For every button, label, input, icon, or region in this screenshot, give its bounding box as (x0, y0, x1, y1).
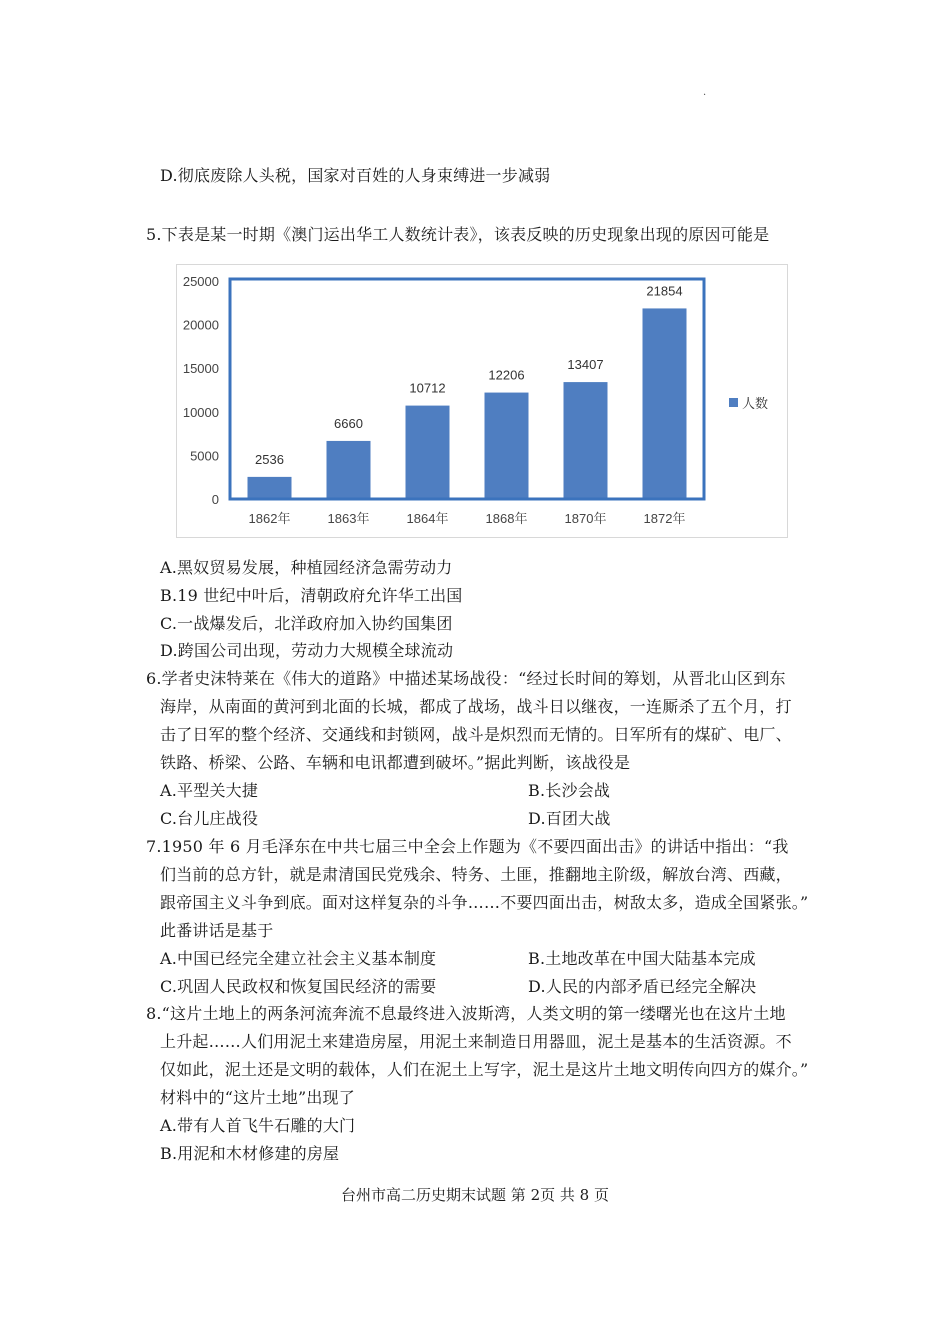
data-label: 21854 (646, 283, 683, 299)
q8-stem-line-2: 上升起……人们用泥土来建造房屋，用泥土来制造日用器皿，泥土是基本的生活资源。不 (160, 1032, 792, 1051)
q8-option-b: B.用泥和木材修建的房屋 (160, 1144, 340, 1163)
q4-option-d: D.彻底废除人头税，国家对百姓的人身束缚进一步减弱 (160, 166, 551, 185)
x-tick-label: 1868年 (485, 511, 528, 526)
legend-label: 人数 (742, 396, 769, 411)
q7-stem-line-2: 们当前的总方针，就是肃清国民党残余、特务、土匪，推翻地主阶级，解放台湾、西藏， (160, 865, 792, 884)
stray-dot: · (703, 90, 707, 101)
q5-stem: 5.下表是某一时期《澳门运出华工人数统计表》，该表反映的历史现象出现的原因可能是 (146, 225, 770, 244)
bar-chart-svg (177, 265, 787, 537)
bar (643, 308, 687, 499)
bar (248, 477, 292, 499)
q6-stem-line-2: 海岸，从南面的黄河到北面的长城，都成了战场，战斗日以继夜，一连厮杀了五个月，打 (160, 697, 792, 716)
x-tick-label: 1863年 (327, 511, 370, 526)
y-tick-label: 5000 (190, 448, 219, 464)
x-tick-label: 1870年 (564, 511, 607, 526)
q5-option-b: B.19 世纪中叶后，清朝政府允许华工出国 (160, 586, 463, 605)
q5-option-a: A.黑奴贸易发展，种植园经济急需劳动力 (160, 558, 453, 577)
q6-option-a: A.平型关大捷 (160, 781, 259, 800)
q8-stem-line-3: 仅如此，泥土还是文明的载体，人们在泥土上写字，泥土是这片土地文明传向四方的媒介。” (160, 1060, 809, 1079)
legend-swatch (729, 398, 738, 407)
y-tick-label: 20000 (182, 317, 219, 333)
page-footer: 台州市高二历史期末试题 第 2页 共 8 页 (341, 1186, 609, 1204)
q7-option-d: D.人民的内部矛盾已经完全解决 (528, 977, 757, 996)
data-label: 12206 (488, 367, 525, 383)
q8-stem-line-4: 材料中的“这片土地”出现了 (160, 1088, 355, 1107)
q6-stem-line-4: 铁路、桥梁、公路、车辆和电讯都遭到破坏。”据此判断，该战役是 (160, 753, 631, 772)
plot-frame (230, 279, 704, 499)
data-label: 13407 (567, 357, 604, 373)
data-label: 6660 (334, 415, 363, 431)
data-label: 10712 (409, 380, 446, 396)
q5-option-c: C.一战爆发后，北洋政府加入协约国集团 (160, 614, 453, 633)
q7-stem-line-1: 7.1950 年 6 月毛泽东在中共七届三中全会上作题为《不要四面出击》的讲话中指出：“我 (146, 837, 789, 856)
q7-option-b: B.土地改革在中国大陆基本完成 (528, 949, 756, 968)
x-tick-label: 1864年 (406, 511, 449, 526)
q6-stem-line-1: 6.学者史沫特莱在《伟大的道路》中描述某场战役：“经过长时间的筹划，从晋北山区到东 (146, 669, 786, 688)
bar (564, 382, 608, 499)
y-tick-label: 25000 (182, 274, 219, 289)
q6-option-b: B.长沙会战 (528, 781, 611, 800)
bar (406, 406, 450, 499)
q7-stem-line-4: 此番讲话是基于 (160, 921, 274, 940)
q5-option-d: D.跨国公司出现，劳动力大规模全球流动 (160, 641, 454, 660)
q6-option-c: C.台儿庄战役 (160, 809, 259, 828)
y-tick-label: 0 (211, 492, 219, 507)
q7-stem-line-3: 跟帝国主义斗争到底。面对这样复杂的斗争……不要四面出击，树敌太多，造成全国紧张。” (160, 893, 809, 912)
bar (485, 393, 529, 499)
x-tick-label: 1872年 (643, 511, 686, 526)
q8-stem-line-1: 8.“这片土地上的两条河流奔流不息最终进入波斯湾，人类文明的第一缕曙光也在这片土地 (146, 1004, 786, 1023)
q8-option-a: A.带有人首飞牛石雕的大门 (160, 1116, 356, 1135)
q6-option-d: D.百团大战 (528, 809, 611, 828)
y-tick-label: 15000 (182, 361, 219, 377)
bar-chart (176, 264, 788, 538)
q6-stem-line-3: 击了日军的整个经济、交通线和封锁网，战斗是炽烈而无情的。日军所有的煤矿、电厂、 (160, 725, 792, 744)
q7-option-c: C.巩固人民政权和恢复国民经济的需要 (160, 977, 437, 996)
q7-option-a: A.中国已经完全建立社会主义基本制度 (160, 949, 437, 968)
x-tick-label: 1862年 (248, 511, 291, 526)
y-tick-label: 10000 (182, 404, 219, 420)
bar (327, 441, 371, 499)
data-label: 2536 (255, 451, 284, 467)
